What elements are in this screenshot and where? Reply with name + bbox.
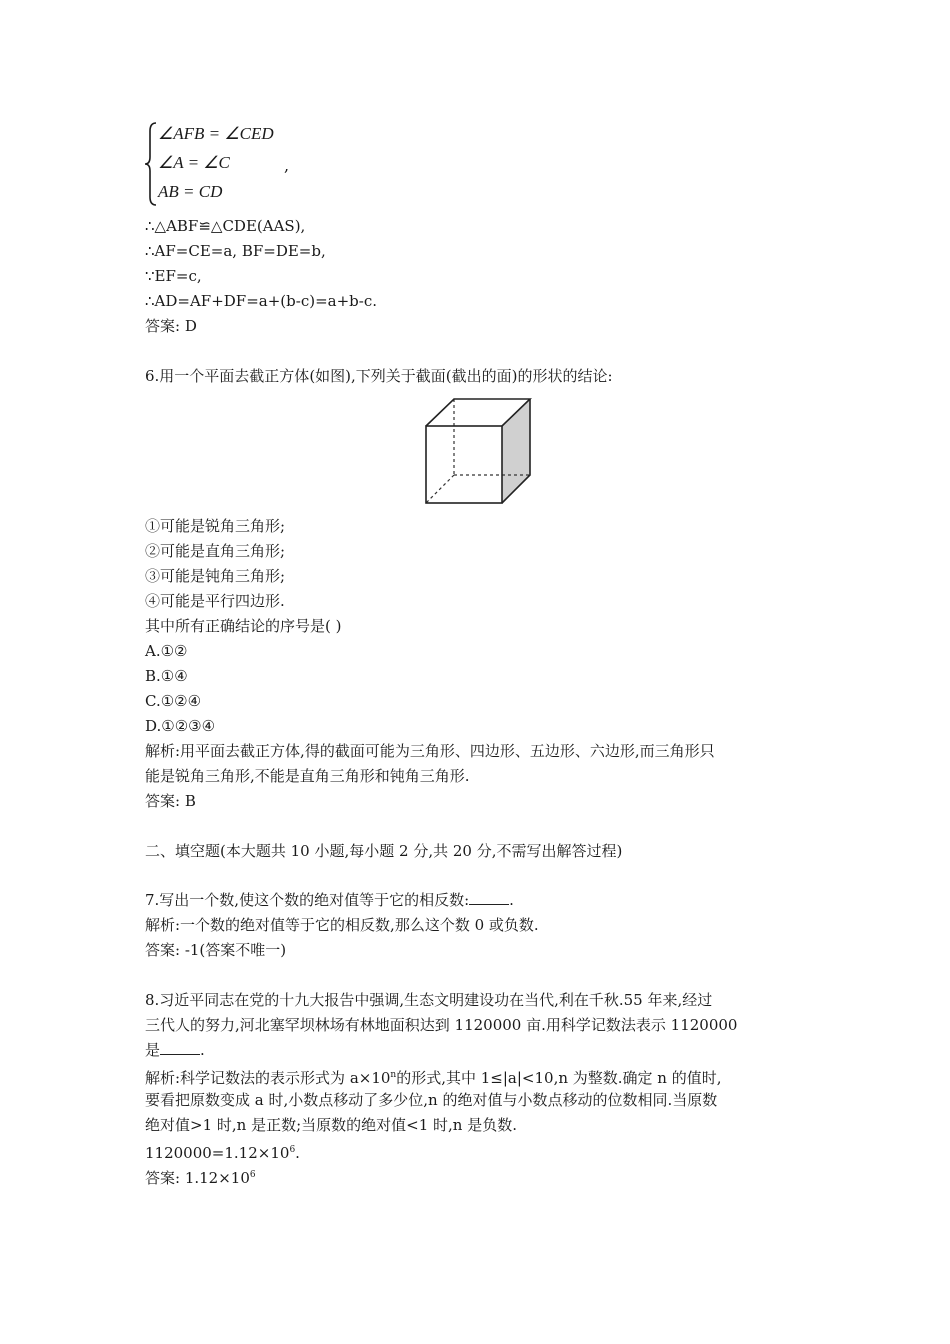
q8-calc-base: 1120000=1.12×10: [145, 1144, 290, 1162]
proof-line-ef: ∵EF=c,: [145, 267, 202, 285]
q6-analysis-line-1: 解析:用平面去截正方体,得的截面可能为三角形、四边形、五边形、六边形,而三角形只: [145, 742, 715, 760]
q7-stem-text: 7.写出一个数,使这个数的绝对值等于它的相反数:: [145, 891, 470, 909]
q8-analysis-line-1: [145, 1065, 722, 1088]
q7-answer: 答案: -1(答案不唯一): [145, 941, 287, 959]
q8-answer-blank: [160, 1040, 200, 1055]
proof-line-ad: ∴AD=AF+DF=a+(b-c)=a+b-c.: [145, 292, 377, 310]
q8-stem-line-1: 8.习近平同志在党的十九大报告中强调,生态文明建设功在当代,利在千秋.55 年来,经过: [145, 991, 713, 1009]
q8-analysis-pre: 解析:科学记数法的表示形式为 a×10: [145, 1069, 391, 1087]
q6-option-b: B.①④: [145, 667, 188, 685]
q8-stem-period: .: [200, 1041, 205, 1059]
q8-answer-exponent: 6: [249, 1170, 256, 1180]
q6-analysis-line-2: 能是锐角三角形,不能是直角三角形和钝角三角形.: [145, 767, 470, 785]
q8-answer-base: 答案: 1.12×10: [145, 1169, 250, 1187]
q6-answer: 答案: B: [145, 792, 196, 810]
q7-analysis: 解析:一个数的绝对值等于它的相反数,那么这个数 0 或负数.: [145, 916, 539, 934]
q6-option-c: C.①②④: [145, 692, 202, 710]
q8-analysis-post: 的形式,其中 1≤|a|<10,n 为整数.确定 n 的值时,: [396, 1069, 722, 1087]
q6-statement-4: ④可能是平行四边形.: [145, 592, 285, 610]
q5-answer: 答案: D: [145, 317, 197, 335]
equation-angle-a-c: ∠A = ∠C: [158, 153, 230, 172]
q8-analysis-line-2: 要看把原数变成 a 时,小数点移动了多少位,n 的绝对值与小数点移动的位数相同.当原数: [145, 1091, 718, 1109]
equation-angle-afb-ced: ∠AFB = ∠CED: [158, 124, 274, 143]
q7-stem: [145, 890, 514, 910]
q6-ask: 其中所有正确结论的序号是( ): [145, 617, 342, 635]
cube-figure: [415, 393, 540, 511]
q6-option-a: A.①②: [145, 642, 188, 660]
q8-stem-line-3: [145, 1040, 205, 1060]
q6-statement-2: ②可能是直角三角形;: [145, 542, 286, 560]
q8-stem-line-2: 三代人的努力,河北塞罕坝林场有林地面积达到 1120000 亩.用科学记数法表示 1120000: [145, 1016, 738, 1034]
section-2-heading: 二、填空题(本大题共 10 小题,每小题 2 分,共 20 分,不需写出解答过程): [145, 842, 623, 860]
q6-stem: 6.用一个平面去截正方体(如图),下列关于截面(截出的面)的形状的结论:: [145, 367, 613, 385]
q7-answer-blank: [469, 890, 509, 905]
q6-statement-3: ③可能是钝角三角形;: [145, 567, 286, 585]
proof-line-af-bf: ∴AF=CE=a, BF=DE=b,: [145, 242, 326, 260]
q8-stem-text: 是: [145, 1041, 161, 1059]
q8-analysis-line-3: 绝对值>1 时,n 是正数;当原数的绝对值<1 时,n 是负数.: [145, 1116, 517, 1134]
q8-calc-exponent: 6: [289, 1145, 296, 1155]
proof-line-congruent: ∴△ABF≌△CDE(AAS),: [145, 217, 306, 235]
q8-answer: [145, 1165, 256, 1188]
system-comma: ,: [284, 156, 290, 175]
q8-calculation: [145, 1140, 300, 1163]
q7-stem-period: .: [509, 891, 514, 909]
q6-option-d: D.①②③④: [145, 717, 216, 735]
q8-calc-period: .: [295, 1144, 300, 1162]
equation-ab-cd: AB = CD: [158, 182, 223, 201]
q6-statement-1: ①可能是锐角三角形;: [145, 517, 286, 535]
left-brace: [144, 121, 158, 207]
q8-exponent-n: n: [390, 1070, 397, 1080]
